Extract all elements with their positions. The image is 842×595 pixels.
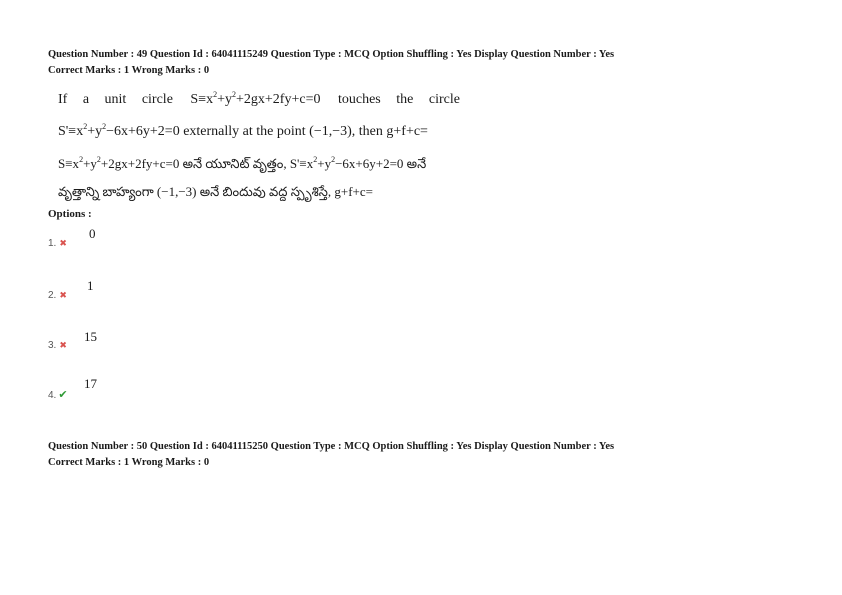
options-label: Options : (48, 208, 92, 220)
question-english-line1 (58, 92, 460, 108)
word: the (396, 92, 414, 107)
option-2-marker: 2. ✖ (48, 290, 67, 301)
option-3-marker: 3. ✖ (48, 340, 67, 351)
word: touches (337, 92, 381, 107)
check-icon: ✔ (58, 389, 68, 401)
question-telugu-line1: $S\equiv x^2+y^2+2gx+2fy+c=0$ అనే యూనిట్ వృత్తం, $S'\equiv x^2+y^2-6x+6y+2=0$ అనే (58, 155, 427, 171)
word: circle (428, 92, 460, 107)
option-1-marker: 1. ✖ (48, 238, 67, 249)
word: unit (104, 92, 127, 107)
circle-equation-s: $S\equiv x^2+y^2+2gx+2fy+c=0$ (190, 90, 321, 107)
q50-meta-line2: Correct Marks : 1 Wrong Marks : 0 (48, 457, 210, 468)
cross-icon: ✖ (59, 340, 67, 350)
word: circle (141, 92, 173, 107)
q49-meta-line1: Question Number : 49 Question Id : 64041115249 Question Type : MCQ Option Shuffling : Yes Display Question Number : Yes (48, 49, 615, 60)
cross-icon: ✖ (59, 238, 67, 248)
question-telugu-line2: వృత్తాన్ని బాహ్యంగా (−1,−3) అనే బిందువు వద్ద స్పృశిస్తే, g+f+c= (58, 184, 373, 199)
word: If (58, 92, 68, 107)
cross-icon: ✖ (59, 290, 67, 300)
option-1-value: 0 (89, 226, 96, 241)
q50-meta-line1: Question Number : 50 Question Id : 64041115250 Question Type : MCQ Option Shuffling : Yes Display Question Number : Yes (48, 441, 615, 452)
option-4-marker: 4. ✔ (48, 389, 68, 401)
option-4-value: 17 (84, 376, 97, 391)
word: a (82, 92, 90, 107)
option-3-value: 15 (84, 329, 97, 344)
q49-meta-line2: Correct Marks : 1 Wrong Marks : 0 (48, 65, 210, 76)
question-english-line2: $S'\equiv x^2+y^2-6x+6y+2=0$ externally at the point (−1,−3), then g+f+c= (58, 122, 428, 139)
option-2-value: 1 (87, 278, 94, 293)
